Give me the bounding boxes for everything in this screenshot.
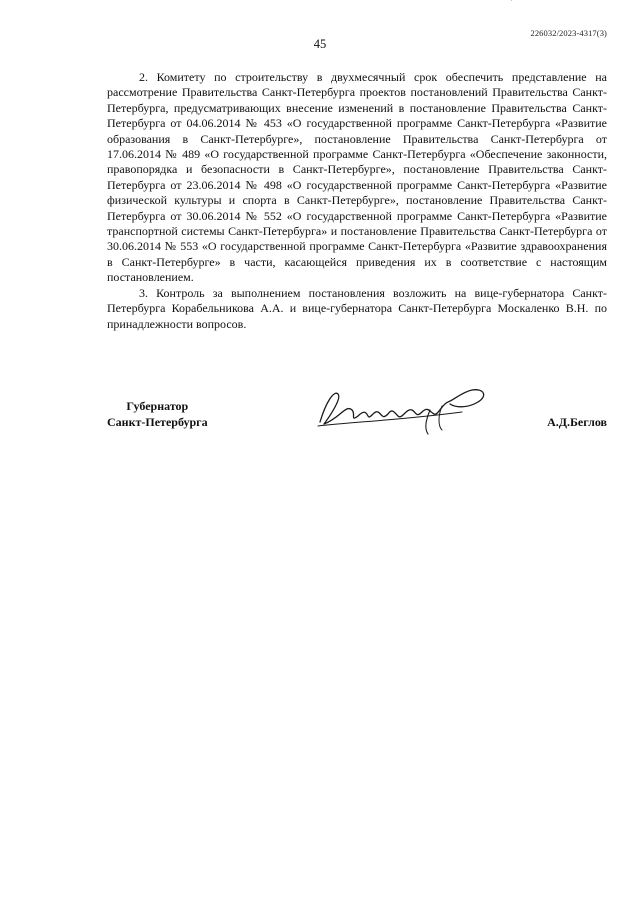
page-number: 45	[313, 37, 327, 51]
scan-corner-mark	[440, 0, 530, 6]
document-body	[107, 70, 607, 332]
handwritten-signature	[312, 382, 492, 437]
signatory-title-line2: Санкт-Петербурга	[107, 415, 208, 429]
document-registration-number: 226032/2023-4317(3)	[530, 28, 607, 38]
paragraph-3: 3. Контроль за выполнением постановления возложить на вице-губернатора Санкт-Петербурга Корабельникова А.А. и вице-губернатора Санкт-Петербурга Москаленко В.Н. по принадлежности вопросов.	[107, 285, 607, 331]
signatory-title	[107, 398, 208, 430]
signatory-name: А.Д.Беглов	[547, 415, 607, 429]
signatory-title-line1: Губернатор	[126, 399, 189, 413]
paragraph-2: 2. Комитету по строительству в двухмесячный срок обеспечить представление на рассмотрение Правительства Санкт-Петербурга проектов постановлений Правительства Санкт-Петербурга, предусматривающих внесение изменений в постановление Правительства Санкт-Петербурга от 04.06.2014 № 453 «О государственной программе Санкт-Петербурга «Развитие образования в Санкт-Петербурге», постановление Правительства Санкт-Петербурга от 17.06.2014 № 489 «О государственной программе Санкт-Петербурга «Обеспечение законности, правопорядка и безопасности в Санкт-Петербурге», постановление Правительства Санкт-Петербурга от 23.06.2014 № 498 «О государственной программе Санкт-Петербурга «Развитие физической культуры и спорта в Санкт-Петербурге», постановление Правительства Санкт-Петербурга от 30.06.2014 № 552 «О государственной программе Санкт-Петербурга «Развитие транспортной системы Санкт-Петербурга» и постановление Правительства Санкт-Петербурга от 30.06.2014 № 553 «О государственной программе Санкт-Петербурга «Развитие здравоохранения в Санкт-Петербурге» в части, касающейся приведения их в соответствие с настоящим постановлением.	[107, 70, 607, 285]
signature-block	[0, 395, 640, 445]
